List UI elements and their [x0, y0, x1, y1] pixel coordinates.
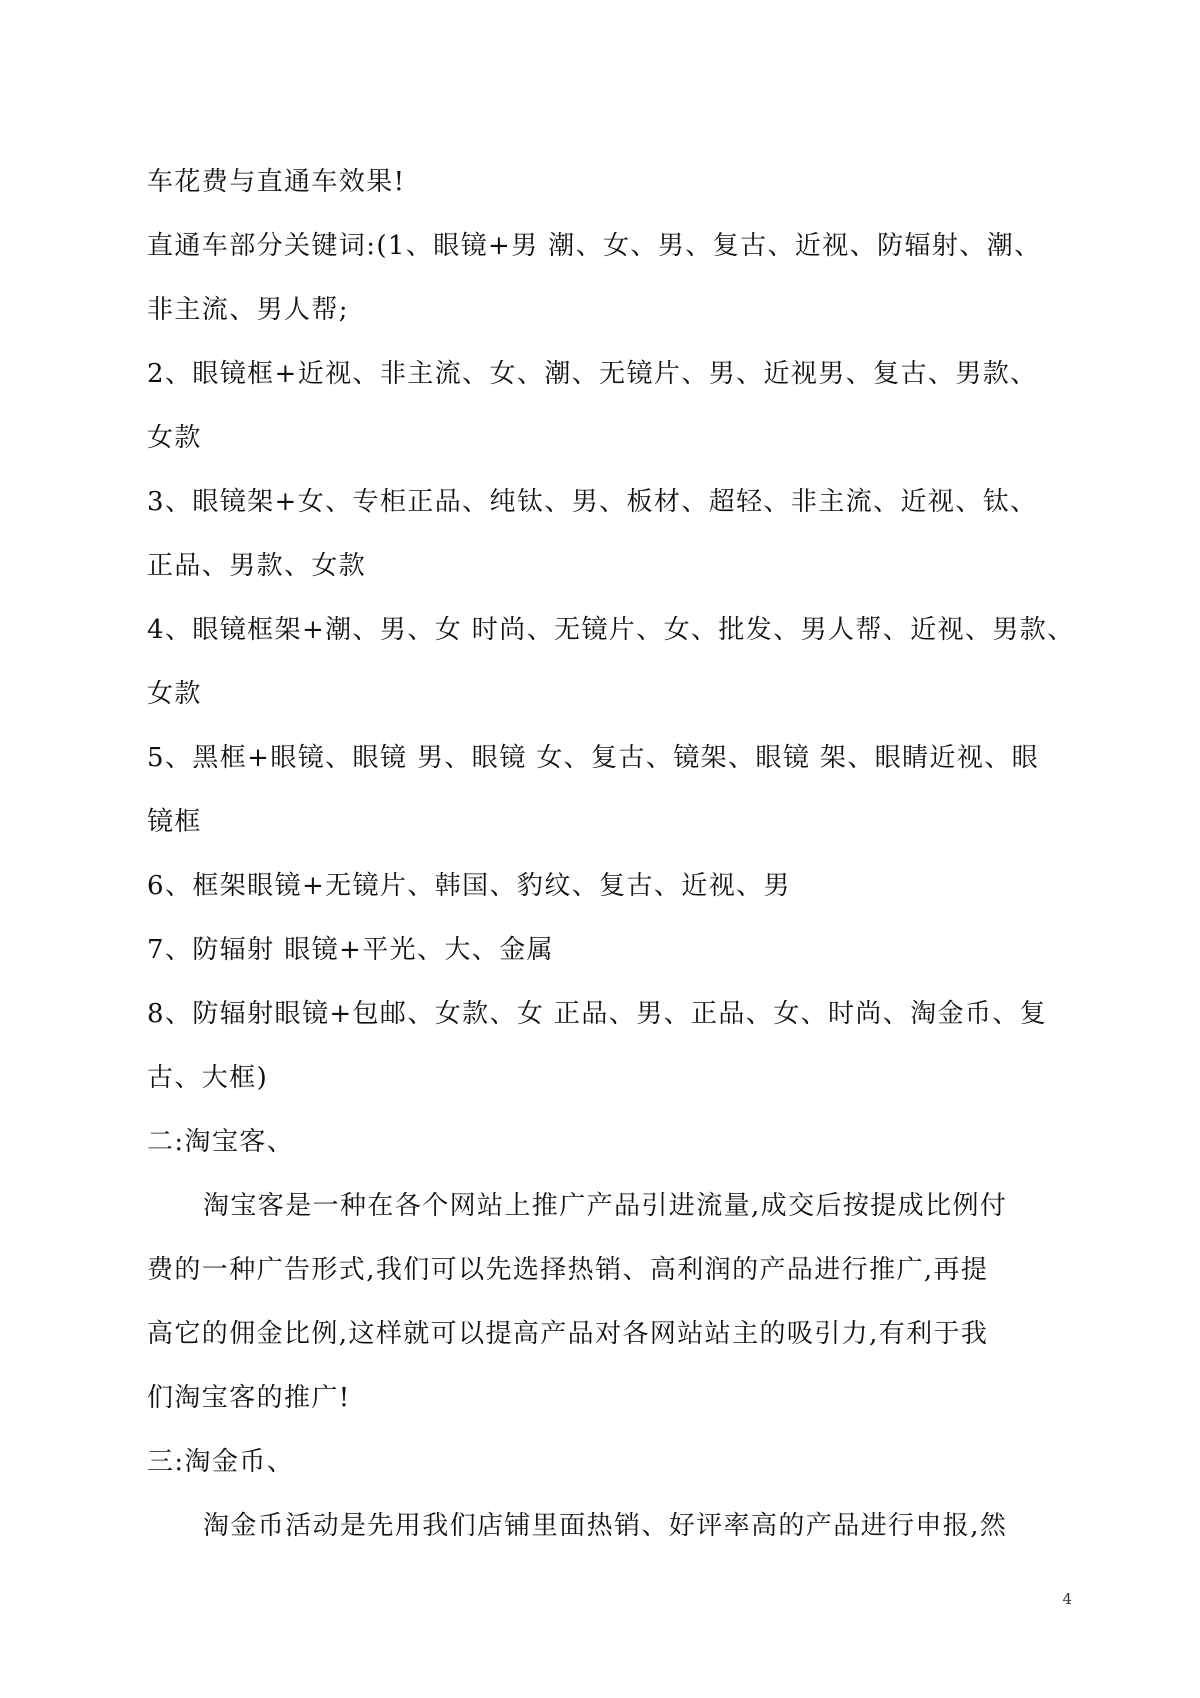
section-heading: 二:淘宝客、	[147, 1127, 295, 1157]
paragraph-first-line: 淘金币活动是先用我们店铺里面热销、好评率高的产品进行申报,然	[203, 1511, 1008, 1541]
text-line: 6、框架眼镜+无镜片、韩国、豹纹、复古、近视、男	[147, 871, 791, 901]
paragraph-first-line: 淘宝客是一种在各个网站上推广产品引进流量,成交后按提成比例付	[203, 1191, 1008, 1221]
text-line: 3、眼镜架+女、专柜正品、纯钛、男、板材、超轻、非主流、近视、钛、	[147, 487, 1038, 517]
text-line: 8、防辐射眼镜+包邮、女款、女 正品、男、正品、女、时尚、淘金币、复	[147, 999, 1048, 1029]
text-line: 镜框	[147, 807, 202, 837]
section-heading: 三:淘金币、	[147, 1447, 295, 1477]
text-line: 高它的佣金比例,这样就可以提高产品对各网站站主的吸引力,有利于我	[147, 1319, 989, 1349]
text-line: 女款	[147, 679, 202, 709]
text-line: 4、眼镜框架+潮、男、女 时尚、无镜片、女、批发、男人帮、近视、男款、	[147, 615, 1075, 645]
text-line: 直通车部分关键词:(1、眼镜+男 潮、女、男、复古、近视、防辐射、潮、	[147, 231, 1042, 261]
text-line: 5、黑框+眼镜、眼镜 男、眼镜 女、复古、镜架、眼镜 架、眼睛近视、眼	[147, 743, 1040, 773]
page-number: 4	[1062, 1590, 1072, 1608]
text-line: 费的一种广告形式,我们可以先选择热销、高利润的产品进行推广,再提	[147, 1255, 989, 1285]
text-line: 女款	[147, 423, 202, 453]
text-line: 非主流、男人帮;	[147, 295, 349, 325]
text-line: 2、眼镜框+近视、非主流、女、潮、无镜片、男、近视男、复古、男款、	[147, 359, 1038, 389]
text-line: 车花费与直通车效果!	[147, 167, 406, 197]
text-line: 正品、男款、女款	[147, 551, 367, 581]
text-line: 古、大框)	[147, 1063, 269, 1093]
document-body	[147, 150, 1075, 1558]
text-line: 7、防辐射 眼镜+平光、大、金属	[147, 935, 554, 965]
text-line: 们淘宝客的推广!	[147, 1383, 351, 1413]
